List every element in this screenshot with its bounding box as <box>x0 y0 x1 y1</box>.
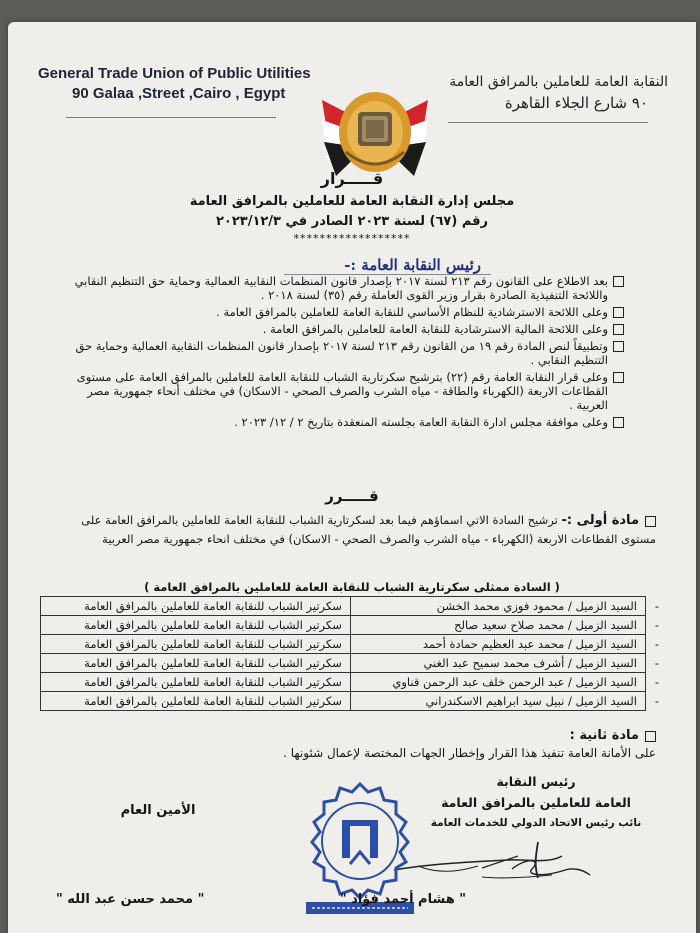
row-dash: - <box>654 675 660 689</box>
president-label: رئيس النقابة العامة :- <box>284 256 491 275</box>
member-name: السيد الزميل / محمد عبد العظيم حمادة أحمد <box>350 635 645 654</box>
member-role: سكرتير الشباب للنقابة العامة للعاملين بالمرافق العامة <box>41 692 351 711</box>
member-name: السيد الزميل / محمد صلاح سعيد صالح <box>350 616 645 635</box>
recital-item: وتطبيقاً لنص المادة رقم ١٩ من القانون رقم ٢١٣ لسنة ٢٠١٧ بإصدار قانون المنظمات النقابية العمالية وحماية حق التنظيم النقابي . <box>72 339 624 367</box>
secretary-name: " محمد حسن عبد الله " <box>56 892 205 907</box>
decides-heading: قـــــرر <box>325 487 379 505</box>
secretary-handwritten-signature <box>472 847 602 897</box>
president-title: رئيس النقابة <box>496 774 576 789</box>
table-caption: ( السادة ممثلى سكرتارية الشباب للنقابة العامة للعاملين بالمرافق العامة ) <box>144 580 560 594</box>
letterhead-english <box>38 64 311 104</box>
letterhead-underline-left <box>66 117 276 118</box>
article-one <box>56 511 656 549</box>
letterhead-arabic <box>449 72 668 114</box>
union-logo <box>320 80 430 182</box>
letterhead-address: 90 Galaa ,Street ,Cairo , Egypt <box>72 85 286 102</box>
member-role: سكرتير الشباب للنقابة العامة للعاملين بالمرافق العامة <box>41 616 351 635</box>
recitals-list <box>72 274 624 432</box>
president-org: العامة للعاملين بالمرافق العامة <box>441 795 631 810</box>
letterhead-arabic-address: ٩٠ شارع الجلاء القاهرة <box>504 94 648 112</box>
member-role: سكرتير الشباب للنقابة العامة للعاملين بالمرافق العامة <box>41 654 351 673</box>
member-name: السيد الزميل / أشرف محمد سميح عبد الغني <box>350 654 645 673</box>
president-subtitle: نائب رئيس الاتحاد الدولي للخدمات العامة <box>430 817 642 829</box>
article-two <box>570 726 656 745</box>
recital-item: وعلى اللائحة المالية الاسترشادية للنقابة العامة للعاملين بالمرافق العامة . <box>72 322 624 336</box>
row-dash: - <box>654 656 660 670</box>
recital-item: وعلى اللائحة الاسترشادية للنظام الأساسي للنقابة العامة للعاملين بالمرافق العامة . <box>72 305 624 319</box>
row-dash: - <box>654 637 660 651</box>
member-role: سكرتير الشباب للنقابة العامة للعاملين بالمرافق العامة <box>41 673 351 692</box>
council-title: مجلس إدارة النقابة العامة للعاملين بالمرافق العامة <box>189 194 515 209</box>
row-dash: - <box>654 599 660 613</box>
stars-divider: ****************** <box>293 232 411 245</box>
member-name: السيد الزميل / عبد الرحمن خلف عبد الرحمن قناوي <box>350 673 645 692</box>
letterhead-underline-right <box>448 122 648 123</box>
checkbox-icon <box>645 516 656 527</box>
decision-heading: قـــــرار <box>320 169 384 188</box>
recital-item: وعلى قرار النقابة العامة رقم (٢٢) بترشيح سكرتارية الشباب للنقابة العامة للعاملين بالمرافق العامة على مستوى القطاعات الاربعة (الكهرباء والطاقة - مياه الشرب والصرف الصحي - الاسكان) في مختلف أنحاء جمهورية مصر العربية . <box>72 370 624 412</box>
member-role: سكرتير الشباب للنقابة العامة للعاملين بالمرافق العامة <box>41 597 351 616</box>
row-dash: - <box>654 694 660 708</box>
checkbox-icon <box>613 341 624 352</box>
checkbox-icon <box>613 276 624 287</box>
decision-number: رقم (٦٧) لسنة ٢٠٢٣ الصادر في ٢٠٢٣/١٢/٣ <box>215 214 489 229</box>
letterhead-org-name: General Trade Union of Public Utilities <box>38 65 311 82</box>
checkbox-icon <box>645 731 656 742</box>
table-row <box>41 597 669 616</box>
member-role: سكرتير الشباب للنقابة العامة للعاملين بالمرافق العامة <box>41 635 351 654</box>
recital-item: وعلى موافقة مجلس ادارة النقابة العامة بجلسته المنعقدة بتاريخ ٢ / ١٢/ ٢٠٢٣ . <box>72 415 624 429</box>
table-row <box>41 616 669 635</box>
article-two-label: مادة ثانية : <box>569 728 639 743</box>
table-row <box>41 654 669 673</box>
table-row <box>41 673 669 692</box>
members-table <box>40 596 668 711</box>
recital-item: بعد الاطلاع على القانون رقم ٢١٣ لسنة ٢٠١٧ بإصدار قانون المنظمات النقابية العمالية وحماية حق التنظيم النقابي واللائحة التنفيذية الصادرة بقرار وزير القوى العاملة رقم (٣٥) لسنة ٢٠١٨ . <box>72 274 624 302</box>
row-dash: - <box>654 618 660 632</box>
article-one-label: مادة أولى :- <box>561 513 639 528</box>
document-page <box>8 22 696 933</box>
table-row <box>41 692 669 711</box>
secretary-title: الأمين العام <box>120 803 196 818</box>
checkbox-icon <box>613 307 624 318</box>
letterhead-arabic-org: النقابة العامة للعاملين بالمرافق العامة <box>449 74 668 90</box>
checkbox-icon <box>613 324 624 335</box>
president-name: " هشام أحمد فؤاد " <box>339 892 466 907</box>
checkbox-icon <box>613 372 624 383</box>
table-row <box>41 635 669 654</box>
member-name: السيد الزميل / نبيل سيد ابراهيم الاسكندراني <box>350 692 645 711</box>
article-two-text: على الأمانة العامة تنفيذ هذا القرار وإخطار الجهات المختصة لإعمال شئونها . <box>283 746 656 760</box>
article-one-text: ترشيح السادة الاتي اسماؤهم فيما بعد لسكرتارية الشباب للنقابة العامة للعاملين بالمرافق العامة على مستوى القطاعات الاربعة (الكهرباء - مياه الشرب والصرف الصحي - الاسكان) في مختلف انحاء جمهورية مصر العربية <box>81 513 656 546</box>
checkbox-icon <box>613 417 624 428</box>
member-name: السيد الزميل / محمود فوزي محمد الخشن <box>350 597 645 616</box>
president-signature-block <box>406 771 666 834</box>
